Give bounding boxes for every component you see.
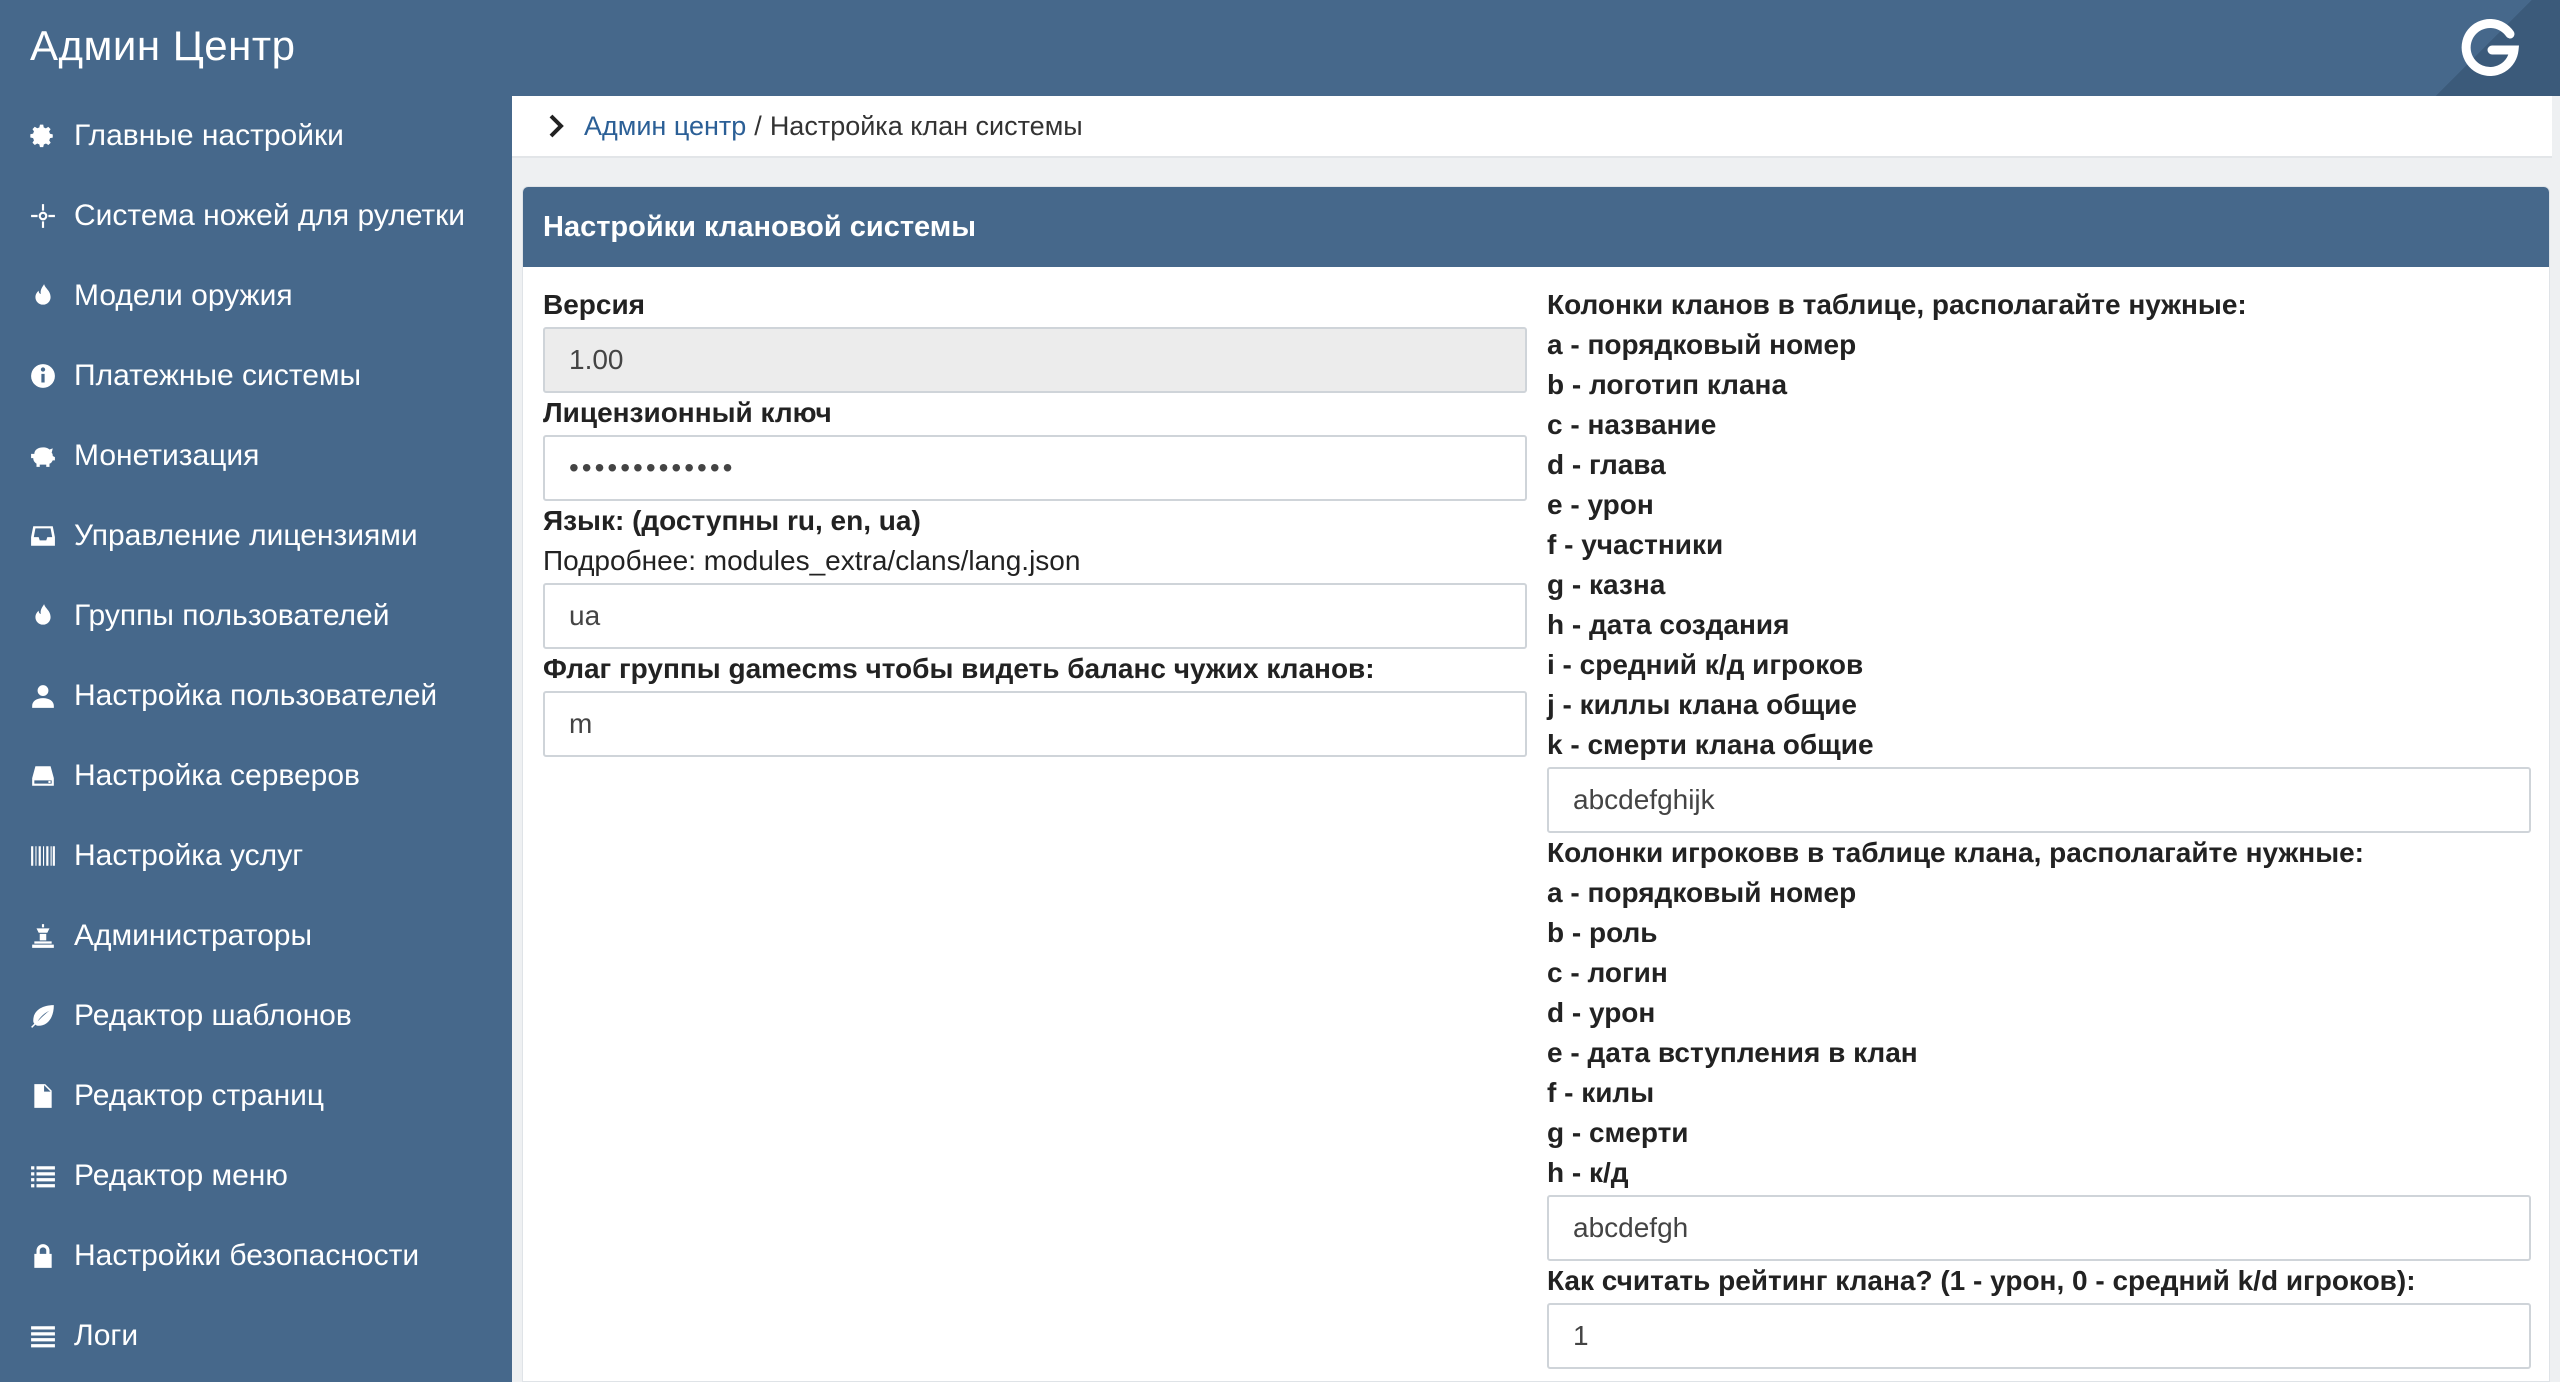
language-hint: Подробнее: modules_extra/clans/lang.json [543, 545, 1081, 576]
breadcrumb-link-admin-center[interactable]: Админ центр [584, 110, 747, 141]
clan-column-option: k - смерти клана общие [1547, 729, 1874, 760]
sidebar-item-label: Настройка серверов [74, 759, 360, 792]
player-column-option: a - порядковый номер [1547, 877, 1857, 908]
balance-flag-label: Флаг группы gamecms чтобы видеть баланс чужих кланов: [543, 653, 1375, 684]
breadcrumb-separator: / [754, 110, 762, 141]
clan-column-option: e - урон [1547, 489, 1654, 520]
sidebar-item-template-editor[interactable] [0, 976, 512, 1056]
piggy-bank-icon [28, 441, 58, 471]
sidebar-item-label: Монетизация [74, 439, 260, 472]
sidebar-item-label: Управление лицензиями [74, 519, 418, 552]
sidebar-item-label: Логи [74, 1319, 139, 1352]
player-column-option: f - килы [1547, 1077, 1655, 1108]
sidebar-item-label: Модели оружия [74, 279, 293, 312]
clan-column-option: g - казна [1547, 569, 1666, 600]
clan-column-option: a - порядковый номер [1547, 329, 1857, 360]
sidebar-item-service-settings[interactable] [0, 816, 512, 896]
crosshair-icon [28, 201, 58, 231]
sidebar-item-security-settings[interactable] [0, 1216, 512, 1296]
sidebar [0, 96, 512, 1382]
sidebar-item-label: Настройки безопасности [74, 1239, 420, 1272]
clan-column-option: h - дата создания [1547, 609, 1790, 640]
list-icon [28, 1161, 58, 1191]
sidebar-item-user-settings[interactable] [0, 656, 512, 736]
sidebar-item-main-settings[interactable] [0, 96, 512, 176]
brand-title[interactable]: Админ Центр [30, 22, 296, 69]
hdd-icon [28, 761, 58, 791]
balance-flag-input[interactable] [543, 691, 1527, 757]
sidebar-item-label: Редактор страниц [74, 1079, 325, 1112]
clan-settings-panel [522, 186, 2550, 1382]
sidebar-item-label: Система ножей для рулетки [74, 199, 466, 232]
clan-column-option: f - участники [1547, 529, 1724, 560]
sidebar-item-label: Настройка услуг [74, 839, 304, 872]
player-column-option: d - урон [1547, 997, 1656, 1028]
language-input[interactable] [543, 583, 1527, 649]
license-key-input[interactable] [543, 435, 1527, 501]
clan-column-option: j - киллы клана общие [1547, 689, 1857, 720]
sidebar-item-label: Платежные системы [74, 359, 362, 392]
g-logo-icon[interactable] [2430, 0, 2560, 96]
player-column-option: c - логин [1547, 957, 1668, 988]
player-columns-label: Колонки игроковв в таблице клана, располагайте нужные: [1547, 837, 2365, 868]
sidebar-item-weapon-models[interactable] [0, 256, 512, 336]
clan-columns-label: Колонки кланов в таблице, располагайте нужные: [1547, 289, 2247, 320]
license-key-label: Лицензионный ключ [543, 397, 832, 428]
sidebar-item-label: Группы пользователей [74, 599, 390, 632]
sidebar-item-label: Администраторы [74, 919, 313, 952]
sidebar-item-payment-systems[interactable] [0, 336, 512, 416]
gear-icon [28, 121, 58, 151]
top-bar [0, 0, 2560, 96]
sidebar-item-label: Редактор меню [74, 1159, 288, 1192]
lock-icon [28, 1241, 58, 1271]
rating-mode-label: Как считать рейтинг клана? (1 - урон, 0 - средний k/d игроков): [1547, 1265, 2416, 1296]
file-icon [28, 1081, 58, 1111]
version-label: Версия [543, 289, 646, 320]
sidebar-item-license-management[interactable] [0, 496, 512, 576]
clan-column-option: d - глава [1547, 449, 1666, 480]
barcode-icon [28, 841, 58, 871]
sidebar-item-label: Главные настройки [74, 119, 344, 152]
clan-column-option: i - средний к/д игроков [1547, 649, 1864, 680]
inbox-icon [28, 521, 58, 551]
rating-mode-input[interactable] [1547, 1303, 2531, 1369]
user-icon [28, 681, 58, 711]
fire-icon [28, 601, 58, 631]
sidebar-item-page-editor[interactable] [0, 1056, 512, 1136]
player-column-option: b - роль [1547, 917, 1658, 948]
panel-title: Настройки клановой системы [523, 187, 2549, 267]
tower-icon [28, 921, 58, 951]
sidebar-item-server-settings[interactable] [0, 736, 512, 816]
player-column-option: e - дата вступления в клан [1547, 1037, 1918, 1068]
clan-column-option: c - название [1547, 409, 1717, 440]
breadcrumb [512, 96, 2552, 158]
sidebar-item-monetization[interactable] [0, 416, 512, 496]
sidebar-item-knife-system[interactable] [0, 176, 512, 256]
align-justify-icon [28, 1321, 58, 1351]
breadcrumb-current: Настройка клан системы [769, 110, 1083, 141]
player-column-option: g - смерти [1547, 1117, 1689, 1148]
clan-column-option: b - логотип клана [1547, 369, 1788, 400]
version-input[interactable] [543, 327, 1527, 393]
player-columns-input[interactable] [1547, 1195, 2531, 1261]
fire-icon [28, 281, 58, 311]
chevron-right-icon [546, 113, 566, 139]
clan-columns-input[interactable] [1547, 767, 2531, 833]
leaf-icon [28, 1001, 58, 1031]
player-column-option: h - к/д [1547, 1157, 1629, 1188]
info-icon [28, 361, 58, 391]
sidebar-item-user-groups[interactable] [0, 576, 512, 656]
sidebar-item-administrators[interactable] [0, 896, 512, 976]
sidebar-item-menu-editor[interactable] [0, 1136, 512, 1216]
sidebar-item-logs[interactable] [0, 1296, 512, 1376]
language-label: Язык: (доступны ru, en, ua) [543, 505, 921, 536]
sidebar-item-label: Настройка пользователей [74, 679, 438, 712]
sidebar-item-label: Редактор шаблонов [74, 999, 352, 1032]
